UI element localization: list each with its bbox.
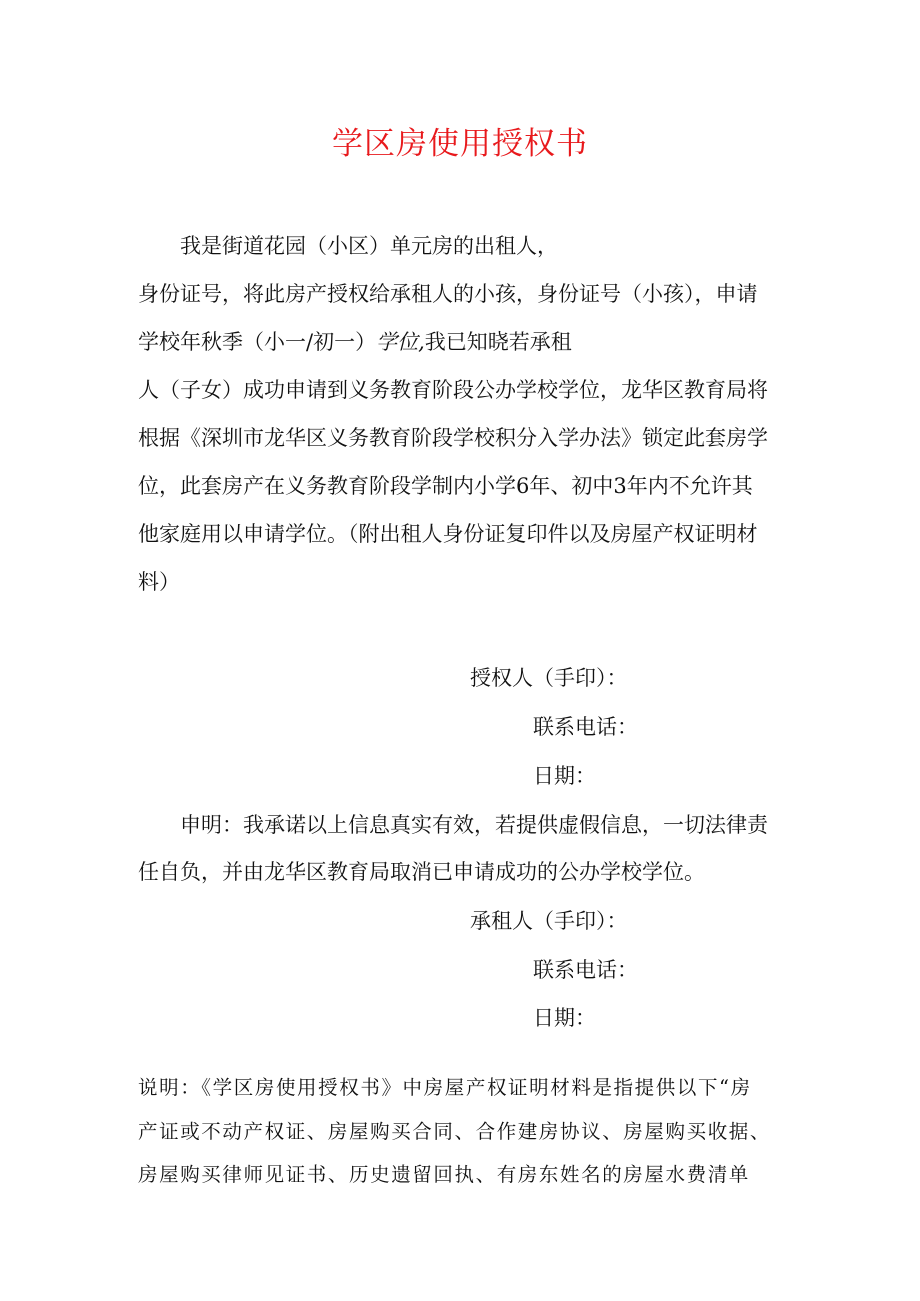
paragraph-line: 我是街道花园（小区）单元房的出租人， [180,234,558,258]
authorizer-signature-label: 授权人（手印）： [470,666,628,690]
authorizer-date-label: 日期： [533,764,596,788]
paragraph-italic-text: 学位, [376,330,425,354]
note-line: 说明：《学区房使用授权书》中房屋产权证明材料是指提供以下“房 [138,1075,752,1099]
paragraph-line: 根据《深圳市龙华区义务教育阶段学校积分入学办法》锁定此套房学 [138,426,768,450]
tenant-date-label: 日期： [533,1006,596,1030]
paragraph-line: 料） [138,570,180,594]
note-line: 产证或不动产权证、房屋购买合同、合作建房协议、房屋购买收据、 [138,1119,772,1143]
tenant-phone-label: 联系电话： [533,958,638,982]
paragraph-line: 身份证号，将此房产授权给承租人的小孩，身份证号（小孩），申请 [138,282,758,306]
paragraph-line [138,328,572,356]
paragraph-line: 位，此套房产在义务教育阶段学制内小学6年、初中3年内不允许其 [138,474,753,498]
paragraph-line: 他家庭用以申请学位。（附出租人身份证复印件以及房屋产权证明材 [138,522,758,546]
paragraph-line: 人（子女）成功申请到义务教育阶段公办学校学位，龙华区教育局将 [138,378,768,402]
paragraph-text: 学校年秋季（小一/初一） [138,330,377,354]
declaration-line: 申明：我承诺以上信息真实有效，若提供虚假信息，一切法律责 [180,813,768,837]
authorizer-phone-label: 联系电话： [533,715,638,739]
note-line: 房屋购买律师见证书、历史遗留回执、有房东姓名的房屋水费清单 [138,1162,750,1186]
declaration-line: 任自负，并由龙华区教育局取消已申请成功的公办学校学位。 [138,860,705,884]
paragraph-text: 我已知晓若承租 [424,330,572,354]
tenant-signature-label: 承租人（手印）： [470,909,628,933]
document-title: 学区房使用授权书 [332,126,588,162]
